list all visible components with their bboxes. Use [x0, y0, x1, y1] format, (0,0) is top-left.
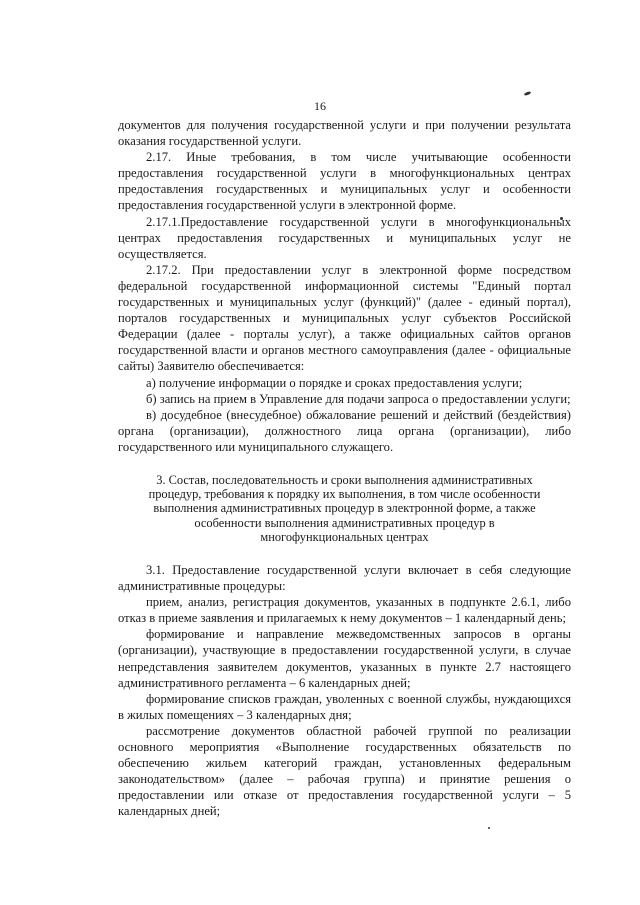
document-body — [118, 117, 571, 819]
paragraph-2-17-1: 2.17.1.Предоставление государственной услуги в многофункциональных центрах предоставления государственных и муниципальных услуг не осуществляется. — [118, 214, 571, 261]
paragraph-2-17-2: 2.17.2. При предоставлении услуг в электронной форме посредством федеральной государственной информационной системы "Единый портал государственных и муниципальных услуг (функций)" (далее - единый портал), порталов государственных и муниципальных услуг субъектов Российской Федерации (далее - порталы услуг), а также официальных сайтов органов государственной власти и органов местного самоуправления (далее - официальные сайты) Заявителю обеспечивается: — [118, 262, 571, 374]
procedure-item: прием, анализ, регистрация документов, указанных в подпункте 2.6.1, либо отказ в приеме заявления и прилагаемых к нему документов – 1 календарный день; — [118, 595, 571, 626]
list-item-v: в) досудебное (внесудебное) обжалование решений и действий (бездействия) органа (организации), должностного лица органа (организации), либо государственного или муниципального служащего. — [118, 407, 571, 454]
section-heading-line: особенности выполнения административных процедур в — [194, 515, 495, 530]
procedure-item: формирование и направление межведомственных запросов в органы (организации), участвующие в предоставлении государственной услуги, в случае непредставления заявителем документов, указанных в пункте 2.7 настоящего административного регламента – 6 календарных дней; — [118, 627, 571, 690]
scan-speck-top-right — [524, 91, 532, 96]
list-item-b: б) запись на прием в Управление для подачи запроса о предоставлении услуги; — [146, 391, 571, 406]
section-heading-line: 3. Состав, последовательность и сроки выполнения административных — [156, 472, 533, 487]
paragraph-2-17: 2.17. Иные требования, в том числе учитывающие особенности предоставления государственной услуги в многофункциональных центрах предоставления государственных и муниципальных услуг и особенности предоставления государственной услуги в электронной форме. — [118, 150, 571, 213]
section-heading-line: процедур, требования к порядку их выполнения, в том числе особенности — [148, 487, 541, 502]
section-3-heading — [118, 473, 571, 544]
procedure-item: рассмотрение документов областной рабочей группой по реализации основного мероприятия «Выполнение государственных обязательств по обеспечению жильем категорий граждан, установленных федеральным законодательством» (далее – рабочая группа) и принятие решения о предоставлении или отказе от предоставления государственной услуги – 5 календарных дней; — [118, 723, 571, 819]
paragraph-continuation: документов для получения государственной услуги и при получении результата оказания государственной услуги. — [118, 118, 571, 149]
paragraph-3-1: 3.1. Предоставление государственной услуги включает в себя следующие административные процедуры: — [118, 562, 571, 594]
list-item-a: а) получение информации о порядке и сроках предоставления услуги; — [146, 375, 523, 390]
procedure-item: формирование списков граждан, уволенных с военной службы, нуждающихся в жилых помещениях – 3 календарных дня; — [118, 691, 571, 722]
page-number: 16 — [314, 99, 326, 113]
section-heading-line: многофункциональных центрах — [260, 529, 429, 544]
scan-speck-bottom — [488, 827, 490, 829]
section-heading-line: выполнения административных процедур в электронной форме, а также — [153, 501, 536, 516]
